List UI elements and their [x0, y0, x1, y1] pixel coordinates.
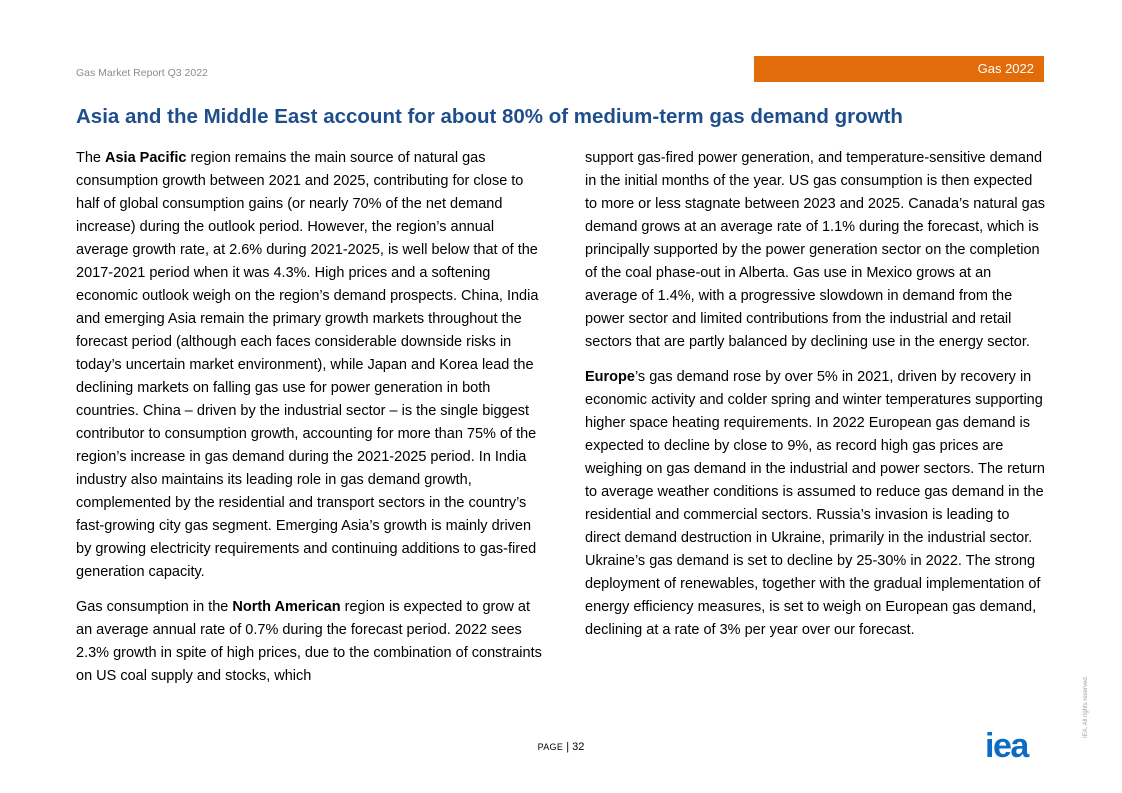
iea-logo — [985, 730, 1047, 762]
page-title: Asia and the Middle East account for about 80% of medium-term gas demand growth — [76, 105, 903, 128]
report-name: Gas Market Report Q3 2022 — [76, 67, 208, 79]
paragraph-europe — [585, 366, 1047, 642]
left-column — [76, 147, 546, 700]
rights-notice: IEA. All rights reserved. — [1083, 675, 1089, 738]
paragraph-text: region is expected to grow at an average annual rate of 0.7% during the forecast period. 2022 sees 2.3% growth in spite of high prices, due to the combination of constraints on US coal supply and stocks, which — [76, 599, 542, 684]
region-north-american: North American — [232, 599, 341, 615]
region-europe: Europe — [585, 369, 635, 385]
paragraph-text: region remains the main source of natural gas consumption growth between 2021 and 2025, contributing for close to half of global consumption gains (or nearly 70% of the net demand increase) during the outlook period. However, the region’s annual average growth rate, at 2.6% during 2021-2025, is well below that of the 2017-2021 period when it was 4.3%. High prices and a softening economic outlook weigh on the region’s demand prospects. China, India and emerging Asia remain the primary growth markets throughout the forecast period (although each faces considerable downside risks in today’s uncertain market environment), while Japan and Korea lead the declining markets on falling gas use for power generation in both countries. China – driven by the industrial sector – is the single biggest contributor to consumption growth, accounting for more than 75% of the region’s increase in gas demand during the 2021-2025 period. In India industry also maintains its leading role in gas demand growth, complemented by the residential and transport sectors in the country’s fast-growing city gas segment. Emerging Asia’s growth is mainly driven by growing electricity requirements and continuing additions to gas-fired generation capacity. — [76, 150, 539, 580]
paragraph-lead: The — [76, 150, 106, 166]
paragraph-north-america — [76, 596, 546, 688]
page-label: PAGE — [537, 742, 564, 752]
iea-logo-text: iea — [985, 730, 1028, 762]
page-separator: | — [563, 741, 573, 753]
paragraph-asia-pacific — [76, 147, 546, 584]
paragraph-lead: Gas consumption in the — [76, 599, 233, 615]
page-number — [0, 741, 1122, 753]
section-tag: Gas 2022 — [754, 56, 1044, 82]
paragraph-text: ’s gas demand rose by over 5% in 2021, driven by recovery in economic activity and colder spring and winter temperatures supporting higher space heating requirements. In 2022 European gas demand is expected to decline by close to 9%, as record high gas prices are weighing on gas demand in the industrial and power sectors. The return to average weather conditions is assumed to reduce gas demand in the residential and commercial sectors. Russia’s invasion is leading to direct demand destruction in Ukraine, primarily in the industrial sector. Ukraine’s gas demand is set to decline by 25-30% in 2022. The strong deployment of renewables, together with the gradual implementation of energy efficiency measures, is set to weigh on European gas demand, declining at a rate of 3% per year over our forecast. — [585, 369, 1045, 638]
right-column — [585, 147, 1047, 654]
paragraph-north-america-cont: support gas-fired power generation, and temperature-sensitive demand in the initial months of the year. US gas consumption is then expected to more or less stagnate between 2023 and 2025. Canada’s natural gas demand grows at an average rate of 1.1% during the forecast, which is principally supported by the power generation sector on the completion of the coal phase-out in Alberta. Gas use in Mexico grows at an average of 1.4%, with a progressive slowdown in demand from the power sector and limited contributions from the industrial and retail sectors that are partly balanced by declining use in the energy sector. — [585, 150, 1046, 350]
region-asia-pacific: Asia Pacific — [105, 150, 187, 166]
page-number-value: 32 — [572, 741, 585, 753]
